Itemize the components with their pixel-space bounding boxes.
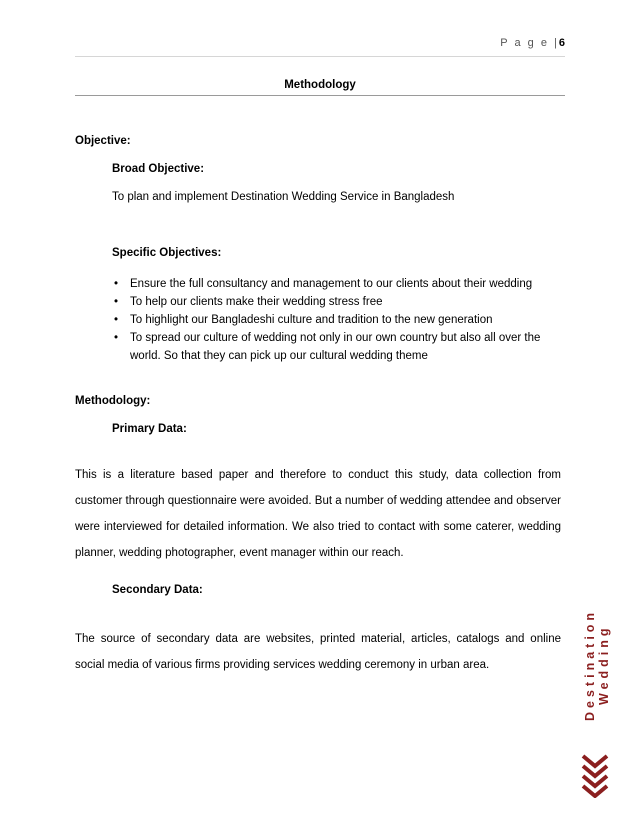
page-number bbox=[500, 37, 565, 49]
secondary-data-text: The source of secondary data are websites, printed material, articles, catalogs and online social media of various firms providing services wedding ceremony in urban area. bbox=[75, 633, 561, 671]
primary-data-text: This is a literature based paper and therefore to conduct this study, data collection from customer through questionnaire were avoided. But a number of wedding attendee and observer were interviewed for detailed information. We also tried to contact with some caterer, wedding planner, wedding photographer, event manager within our reach. bbox=[75, 469, 561, 559]
bullet-icon: • bbox=[114, 278, 119, 290]
specific-objectives-list bbox=[112, 275, 565, 365]
bullet-icon: • bbox=[114, 314, 119, 326]
list-item bbox=[112, 311, 565, 329]
bullet-text: To spread our culture of wedding not only in our own country but also all over the world. So that they can pick up our cultural wedding theme bbox=[130, 332, 541, 362]
page-label: P a g e bbox=[500, 37, 549, 49]
list-item bbox=[112, 329, 565, 365]
chevron-down-icon bbox=[580, 752, 610, 798]
bullet-icon: • bbox=[114, 296, 119, 308]
bullet-text: To highlight our Bangladeshi culture and tradition to the new generation bbox=[130, 314, 493, 326]
page-number-value: 6 bbox=[558, 37, 565, 49]
broad-objective-text: To plan and implement Destination Wedding Service in Bangladesh bbox=[112, 191, 455, 203]
objective-heading: Objective: bbox=[75, 135, 131, 147]
header-divider bbox=[75, 56, 565, 57]
page-title: Methodology bbox=[284, 79, 356, 91]
methodology-heading: Methodology: bbox=[75, 395, 151, 407]
side-label: Destination Wedding bbox=[583, 608, 611, 722]
bullet-text: Ensure the full consultancy and management to our clients about their wedding bbox=[130, 278, 533, 290]
bullet-text: To help our clients make their wedding stress free bbox=[130, 296, 383, 308]
broad-objective-heading: Broad Objective: bbox=[112, 163, 205, 175]
list-item bbox=[112, 293, 565, 311]
primary-data-heading: Primary Data: bbox=[112, 423, 187, 435]
list-item bbox=[112, 275, 565, 293]
secondary-data-heading: Secondary Data: bbox=[112, 584, 203, 596]
title-divider bbox=[75, 95, 565, 96]
page-separator: | bbox=[554, 37, 559, 49]
specific-objectives-heading: Specific Objectives: bbox=[112, 247, 222, 259]
bullet-icon: • bbox=[114, 332, 119, 344]
